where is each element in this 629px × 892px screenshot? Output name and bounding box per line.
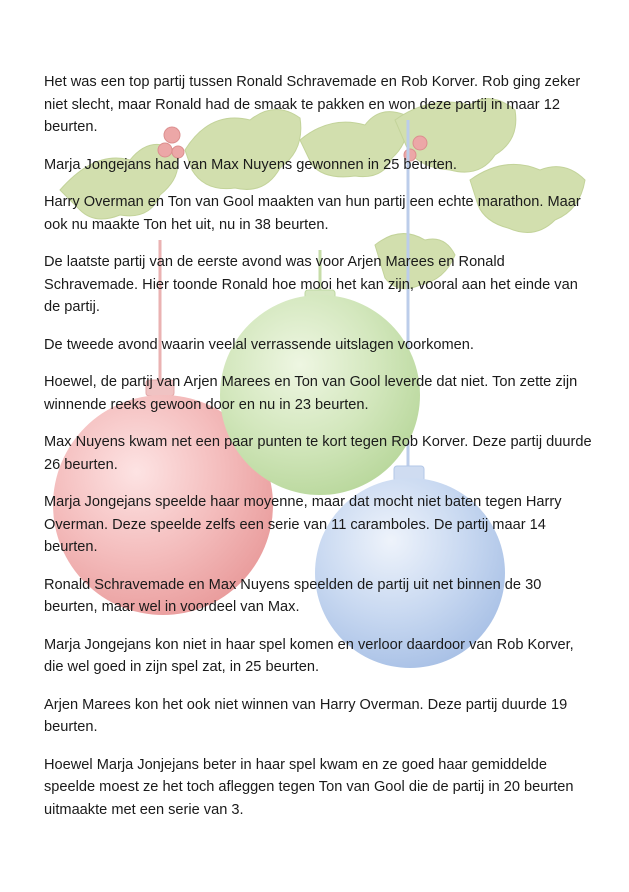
paragraph: Harry Overman en Ton van Gool maakten van hun partij een echte marathon. Maar ook nu maakte Ton het uit, nu in 38 beurten. [44,194,581,233]
paragraph: Marja Jongejans had van Max Nuyens gewonnen in 25 beurten. [44,156,457,173]
paragraph: Marja Jongejans speelde haar moyenne, maar dat mocht niet baten tegen Harry Overman. Deze speelde zelfs een serie van 11 caramboles. De partij maar 14 beurten. [44,494,562,555]
paragraph: Hoewel Marja Jonjejans beter in haar spel kwam en ze goed haar gemiddelde speelde moest ze het toch afleggen tegen Ton van Gool die de partij in 20 beurten uitmaakte met een serie van 3. [44,756,574,818]
paragraph: De tweede avond waarin veelal verrassende uitslagen voorkomen. [44,336,474,353]
paragraph: Het was een top partij tussen Ronald Schravemade en Rob Korver. Rob ging zeker niet slecht, maar Ronald had de smaak te pakken en won deze partij in maar 12 beurten. [44,74,581,135]
paragraph: Hoewel, de partij van Arjen Marees en Ton van Gool leverde dat niet. Ton zette zijn winnende reeks gewoon door en nu in 23 beurten. [44,374,578,413]
paragraph: Ronald Schravemade en Max Nuyens speelden de partij uit net binnen de 30 beurten, maar wel in voordeel van Max. [44,576,542,615]
paragraph: Arjen Marees kon het ook niet winnen van Harry Overman. Deze partij duurde 19 beurten. [44,696,568,735]
paragraph: Marja Jongejans kon niet in haar spel komen en verloor daardoor van Rob Korver, die wel goed in zijn spel zat, in 25 beurten. [44,636,574,675]
paragraph: De laatste partij van de eerste avond was voor Arjen Marees en Ronald Schravemade. Hier toonde Ronald hoe mooi het kan zijn, vooral aan het einde van de partij. [44,254,578,315]
article-body [44,71,592,836]
paragraph: Max Nuyens kwam net een paar punten te kort tegen Rob Korver. Deze partij duurde 26 beurten. [44,434,592,473]
